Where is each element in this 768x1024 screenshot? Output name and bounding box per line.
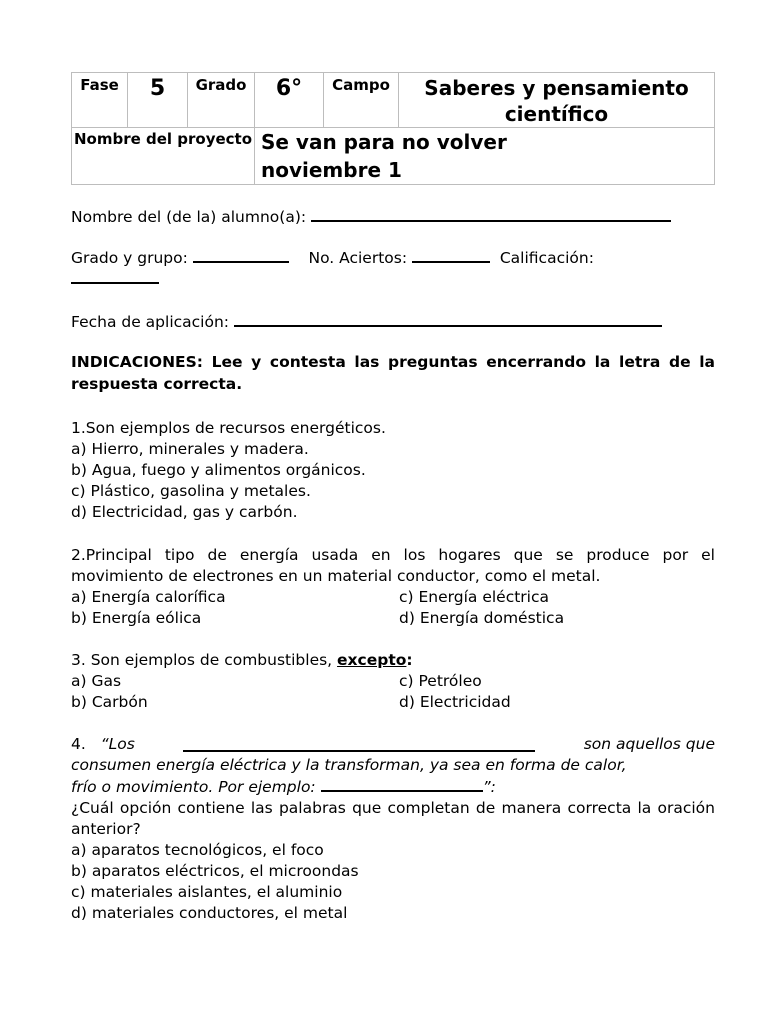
question-4-question: ¿Cuál opción contiene las palabras que completan de manera correcta la oración anterior?: [71, 799, 715, 838]
question-4-quote-start: “Los: [100, 735, 135, 753]
option-2a[interactable]: a) Energía calorífica: [71, 588, 226, 606]
question-4-num: 4.: [71, 735, 86, 753]
fecha-field: [71, 311, 662, 333]
alumno-label: Nombre del (de la) alumno(a):: [71, 208, 307, 226]
instructions: INDICACIONES: Lee y contesta las preguntas encerrando la letra de la respuesta correcta.: [71, 353, 715, 393]
options-2-row2: [71, 608, 715, 629]
question-1: [71, 418, 715, 523]
campo-label: Campo: [324, 73, 399, 128]
fase-value: 5: [128, 73, 188, 128]
options-2-row1: [71, 587, 715, 608]
alumno-field: [71, 206, 671, 228]
question-4-line2: consumen energía eléctrica y la transforman, ya sea en forma de calor,: [71, 756, 627, 774]
option-1c[interactable]: c) Plástico, gasolina y metales.: [71, 482, 311, 500]
question-4-blank-1[interactable]: [183, 736, 535, 752]
question-4: [71, 734, 715, 924]
grado-grupo-field: [71, 247, 594, 269]
option-3d[interactable]: d) Electricidad: [399, 693, 511, 711]
question-2-text: 2.Principal tipo de energía usada en los hogares que se produce por el movimiento de electrones en un material conductor, como el metal.: [71, 546, 715, 585]
question-4-quote-line3: frío o movimiento. Por ejemplo:: [71, 778, 316, 796]
option-4c[interactable]: c) materiales aislantes, el aluminio: [71, 883, 343, 901]
grado-label: Grado: [188, 73, 255, 128]
option-1b[interactable]: b) Agua, fuego y alimentos orgánicos.: [71, 461, 366, 479]
question-1-text: 1.Son ejemplos de recursos energéticos.: [71, 419, 386, 437]
aciertos-blank[interactable]: [412, 247, 490, 263]
header-table: [71, 72, 715, 185]
option-4d[interactable]: d) materiales conductores, el metal: [71, 904, 348, 922]
question-3-lead: 3. Son ejemplos de combustibles,: [71, 651, 333, 669]
calificacion-blank[interactable]: [71, 268, 159, 284]
option-1a[interactable]: a) Hierro, minerales y madera.: [71, 440, 309, 458]
proyecto-line1: Se van para no volver: [261, 130, 507, 154]
campo-value: Saberes y pensamiento científico: [399, 73, 715, 128]
question-3-colon: :: [406, 651, 413, 669]
question-4-line1: [71, 734, 715, 755]
options-3-row2: [71, 692, 715, 713]
question-4-quote-end: ”:: [482, 778, 496, 796]
option-4a[interactable]: a) aparatos tecnológicos, el foco: [71, 841, 324, 859]
fase-label: Fase: [72, 73, 128, 128]
option-4b[interactable]: b) aparatos eléctricos, el microondas: [71, 862, 359, 880]
alumno-blank[interactable]: [311, 206, 671, 222]
option-3a[interactable]: a) Gas: [71, 672, 122, 690]
fecha-blank[interactable]: [234, 311, 662, 327]
question-3-emphasis: excepto: [337, 651, 407, 669]
proyecto-label: Nombre del proyecto: [72, 128, 255, 185]
calificacion-label: Calificación:: [499, 249, 594, 267]
aciertos-label: No. Aciertos:: [308, 249, 408, 267]
option-2c[interactable]: c) Energía eléctrica: [399, 588, 549, 606]
option-2d[interactable]: d) Energía doméstica: [399, 609, 565, 627]
options-3-row1: [71, 671, 715, 692]
question-4-quote-mid: son aquellos que: [583, 735, 715, 753]
option-3b[interactable]: b) Carbón: [71, 693, 148, 711]
question-3-text: [71, 650, 715, 671]
fecha-label: Fecha de aplicación:: [71, 313, 230, 331]
proyecto-name: [255, 128, 715, 185]
calificacion-field: [71, 268, 159, 290]
option-1d[interactable]: d) Electricidad, gas y carbón.: [71, 503, 298, 521]
question-3: [71, 650, 715, 713]
grado-grupo-label: Grado y grupo:: [71, 249, 188, 267]
question-4-line3: [71, 776, 715, 798]
question-4-blank-2[interactable]: [321, 776, 483, 792]
proyecto-line2: noviembre 1: [261, 158, 402, 182]
grado-value: 6°: [255, 73, 324, 128]
option-2b[interactable]: b) Energía eólica: [71, 609, 202, 627]
option-3c[interactable]: c) Petróleo: [399, 672, 482, 690]
question-2: [71, 545, 715, 629]
grado-grupo-blank[interactable]: [193, 247, 289, 263]
